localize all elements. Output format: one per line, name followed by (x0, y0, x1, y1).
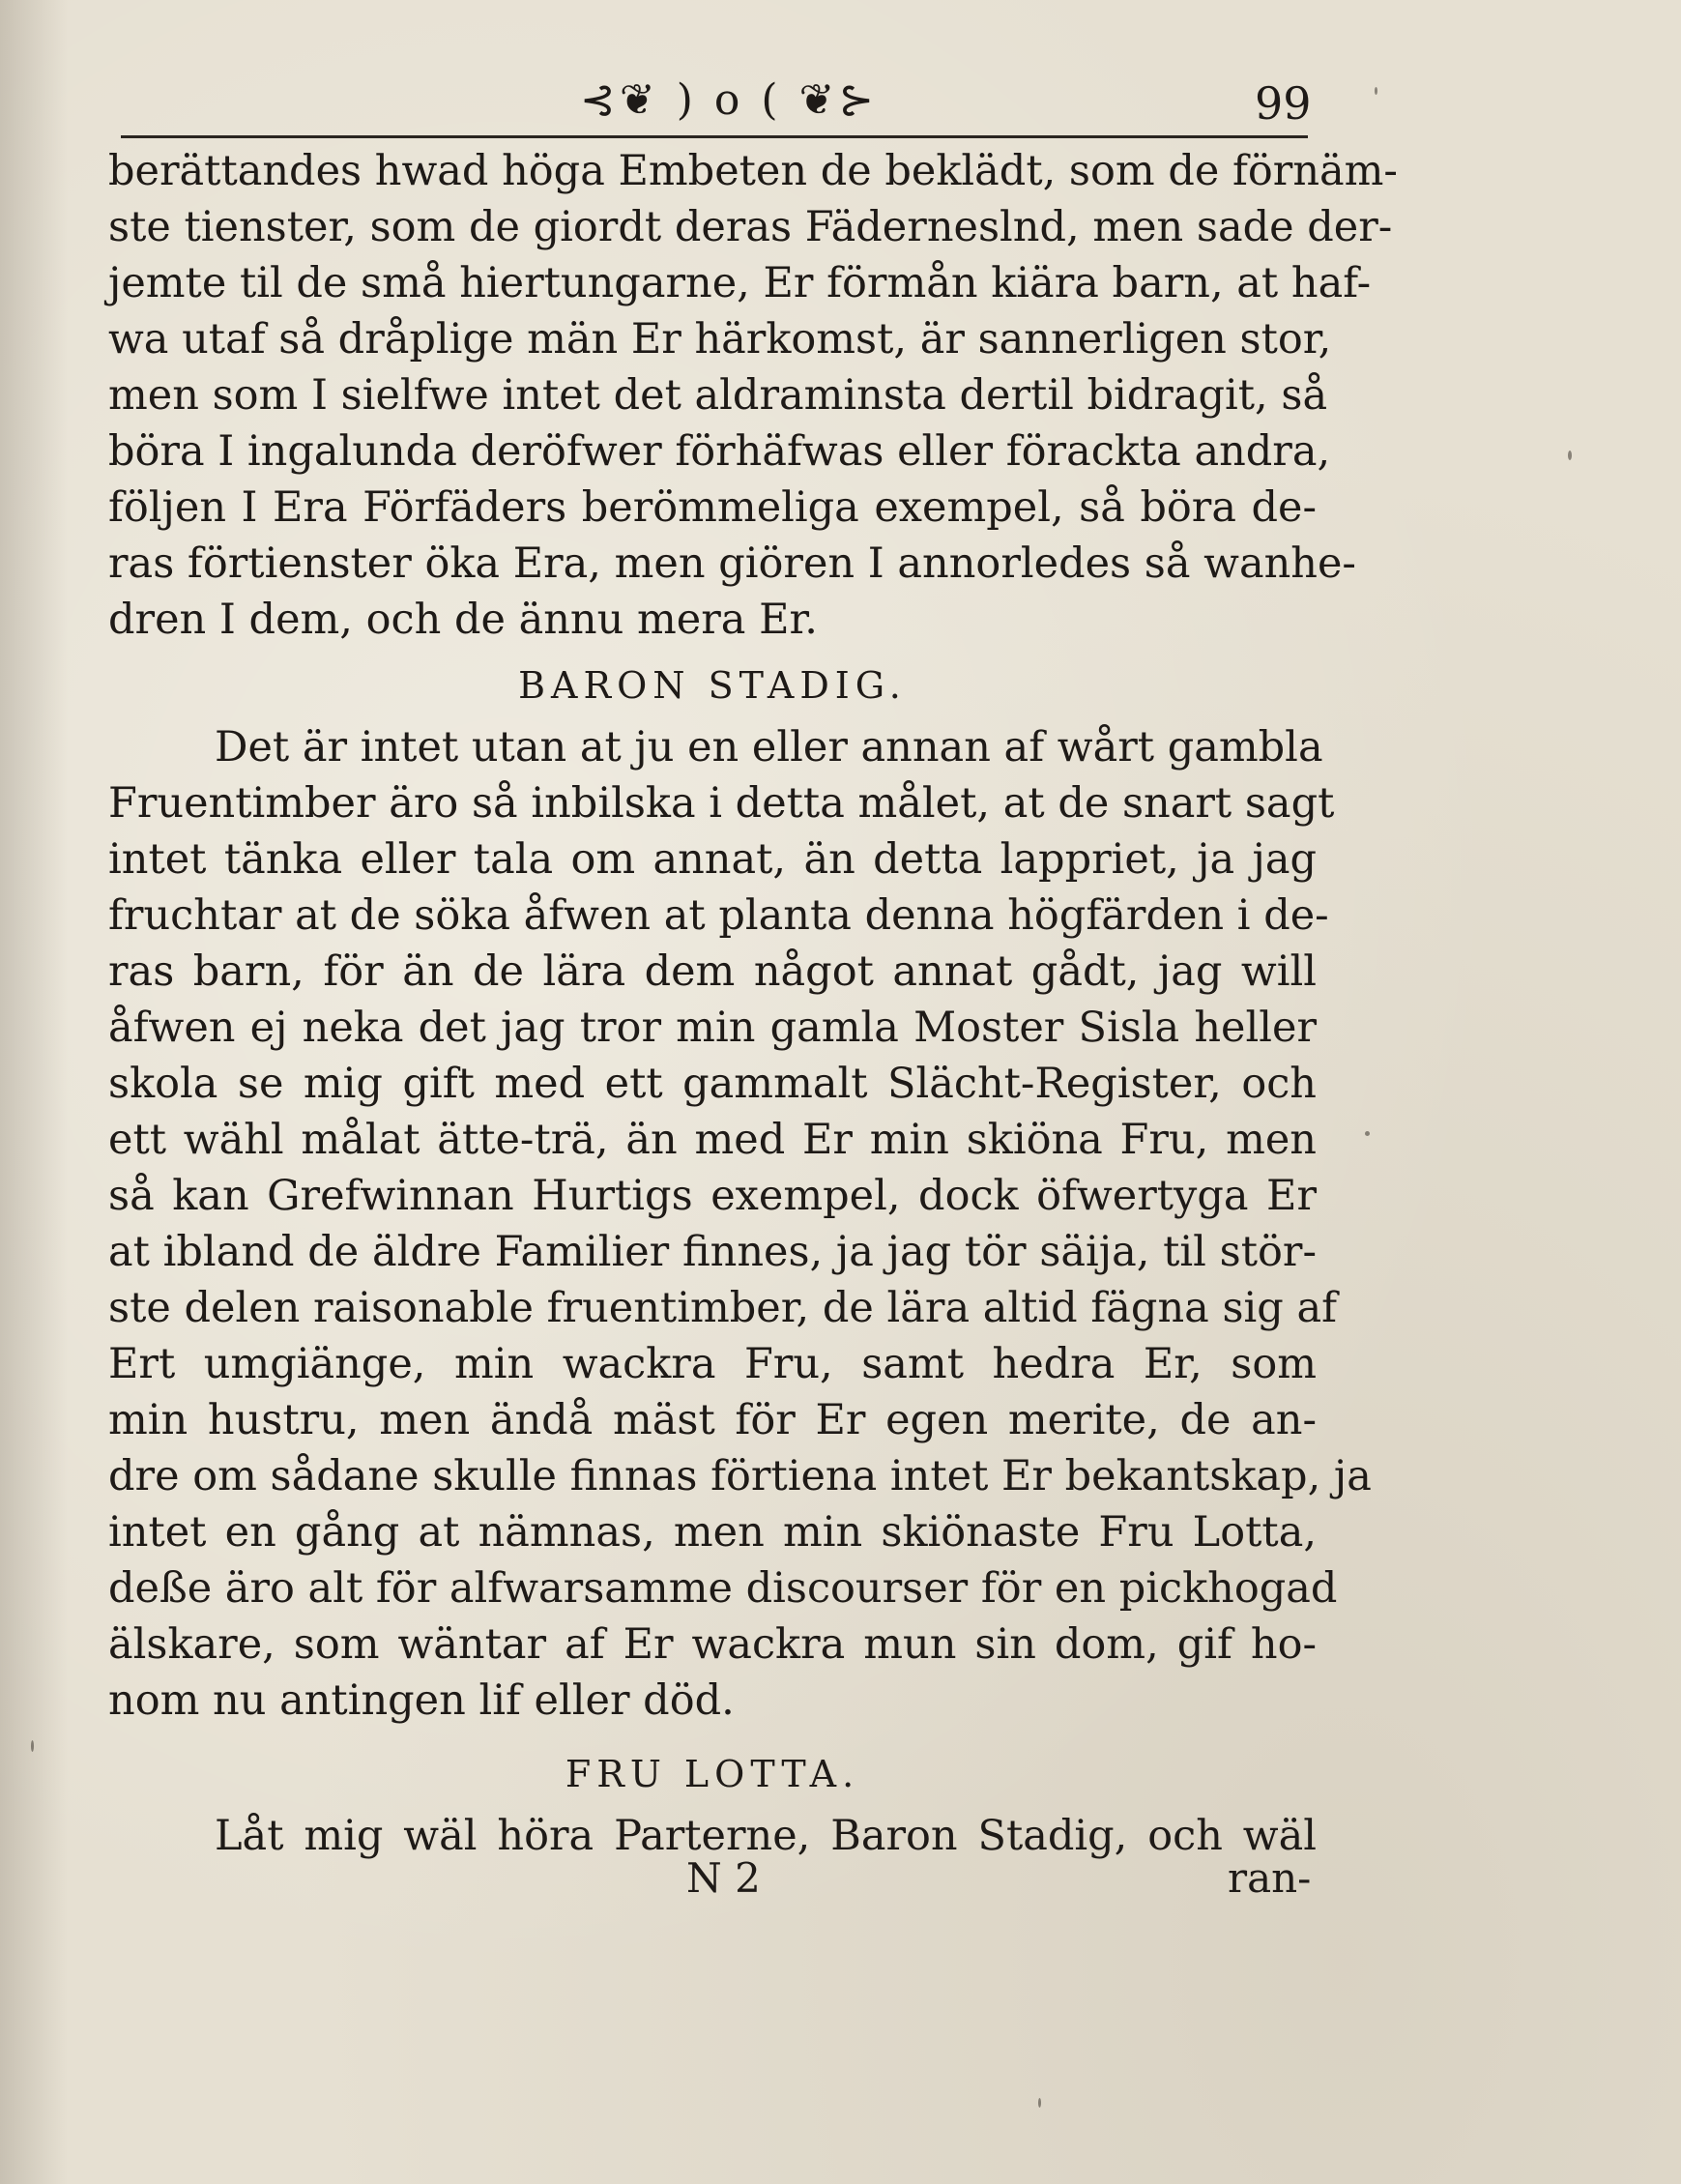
text-line: berättandes hwad höga Embeten de beklädt, som de förnäm- (108, 147, 1398, 195)
text-line: at ibland de äldre Familier finnes, ja jag tör säija, til stör- (108, 1228, 1317, 1276)
text-line: ras barn, för än de lära dem något annat gådt, jag will (108, 947, 1317, 996)
catchword: ran- (1228, 1854, 1312, 1902)
paper-speck (1568, 451, 1572, 460)
speaker-heading-fru-lotta: FRU LOTTA. (565, 1753, 860, 1795)
text-line: ett wähl målat ätte-trä, än med Er min skiöna Fru, men (108, 1116, 1317, 1164)
text-line: skola se mig gift med ett gammalt Slächt-Register, och (108, 1060, 1317, 1108)
text-line: Låt mig wäl höra Parterne, Baron Stadig, och wäl (215, 1812, 1317, 1860)
text-line: ste tienster, som de giordt deras Fäderneslnd, men sade der- (108, 203, 1393, 251)
paper-speck (1038, 2098, 1041, 2108)
text-line: åfwen ej neka det jag tror min gamla Moster Sisla heller (108, 1004, 1317, 1052)
text-line: dre om sådane skulle finnas förtiena intet Er bekantskap, ja (108, 1452, 1372, 1500)
text-line: intet tänka eller tala om annat, än detta lappriet, ja jag (108, 835, 1317, 884)
text-line: älskare, som wäntar af Er wackra mun sin dom, gif ho- (108, 1620, 1317, 1669)
text-line: ste delen raisonable fruentimber, de lära altid fägna sig af (108, 1284, 1338, 1332)
text-line: wa utaf så dråplige män Er härkomst, är sannerligen stor, (108, 315, 1332, 364)
text-line: men som I sielfwe intet det aldraminsta dertil bidragit, så (108, 371, 1328, 420)
text-line: deße äro alt för alfwarsamme discourser för en pickhogad (108, 1564, 1338, 1613)
speaker-heading-baron-stadig: BARON STADIG. (518, 664, 907, 707)
text-line: böra I ingalunda deröfwer förhäfwas eller förackta andra, (108, 427, 1331, 476)
text-line: Ert umgiänge, min wackra Fru, samt hedra Er, som (108, 1340, 1317, 1388)
paragraph-2 (108, 719, 1372, 1729)
paper-speck (1375, 87, 1377, 95)
text-line: Det är intet utan at ju en eller annan af wårt gambla (215, 723, 1323, 772)
paper-speck (31, 1740, 34, 1752)
text-line: följen I Era Förfäders berömmeliga exempel, så böra de- (108, 483, 1317, 532)
text-line: nom nu antingen lif eller död. (108, 1676, 735, 1725)
text-line: så kan Grefwinnan Hurtigs exempel, dock öfwertyga Er (108, 1172, 1317, 1220)
gutter-shadow (0, 0, 68, 2184)
text-line: jemte til de små hiertungarne, Er förmån kiära barn, at haf- (108, 259, 1372, 307)
text-line: Fruentimber äro så inbilska i detta målet, at de snart sagt (108, 779, 1335, 828)
paragraph-1 (108, 143, 1398, 648)
text-line: min hustru, men ändå mäst för Er egen merite, de an- (108, 1396, 1317, 1444)
text-line: ras förtienster öka Era, men giören I annorledes så wanhe- (108, 539, 1356, 588)
text-line: dren I dem, och de ännu mera Er. (108, 596, 818, 644)
paper-speck (1365, 1131, 1370, 1136)
text-line: fruchtar at de söka åfwen at planta denna högfärden i de- (108, 891, 1329, 940)
text-block (108, 143, 1398, 1864)
signature-mark: N 2 (686, 1854, 761, 1902)
page-number: 99 (1255, 77, 1312, 130)
text-line: intet en gång at nämnas, men min skiönaste Fru Lotta, (108, 1508, 1317, 1557)
running-head-ornament: ⊰❦ ) o ( ❦⊱ (580, 75, 879, 125)
header-rule (121, 135, 1308, 138)
